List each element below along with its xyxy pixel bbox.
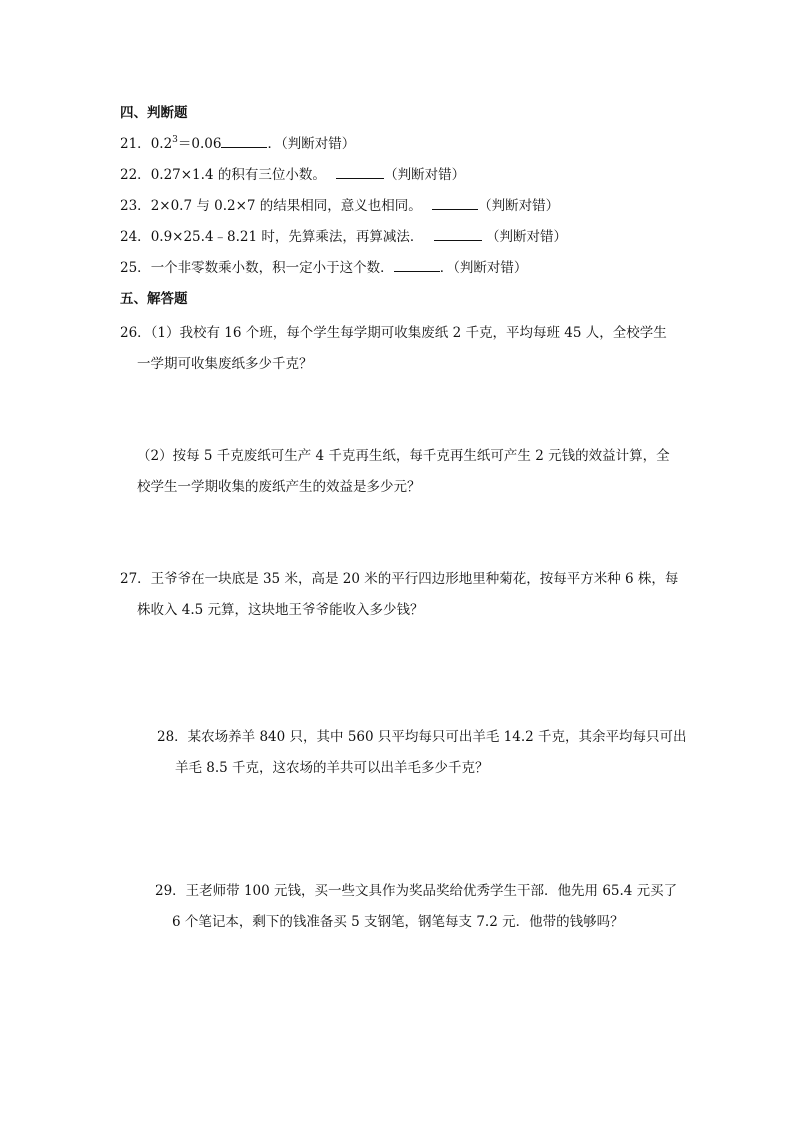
answer-blank-21[interactable] xyxy=(221,133,267,148)
question-21-base: 0.2 xyxy=(150,136,173,152)
question-22-number: 22． xyxy=(120,167,151,183)
question-29-line-1: 29．王老师带 100 元钱，买一些文具作为奖品奖给优秀学生干部．他先用 65.4 元买了 xyxy=(155,883,678,899)
question-26-line-3: （2）按每 5 千克废纸可生产 4 千克再生纸，每千克再生纸可产生 2 元钱的效益计算，全 xyxy=(137,448,670,464)
question-26-line-2: 一学期可收集废纸多少千克？ xyxy=(137,356,313,372)
section-4-heading: 四、判断题 xyxy=(120,105,188,121)
answer-blank-23[interactable] xyxy=(432,195,478,210)
question-25-number: 25． xyxy=(120,260,151,276)
question-23-number: 23． xyxy=(120,198,151,214)
question-27-line-2: 株收入 4.5 元算，这块地王爷爷能收入多少钱？ xyxy=(137,602,424,618)
question-21-statement: ＝0.06 xyxy=(177,136,222,152)
answer-blank-22[interactable] xyxy=(336,164,384,179)
question-24-statement: 0.9×25.4﹣8.21 时，先算乘法，再算减法． xyxy=(150,229,424,245)
answer-blank-25[interactable] xyxy=(394,257,440,272)
question-22-instruction: （判断对错） xyxy=(384,167,466,183)
question-28-line-2: 羊毛 8.5 千克，这农场的羊共可以出羊毛多少千克？ xyxy=(175,760,489,776)
question-24 xyxy=(120,226,567,247)
question-26-line-4: 校学生一学期收集的废纸产生的效益是多少元？ xyxy=(137,479,421,495)
question-25-instruction: ．（判断对错） xyxy=(439,260,528,276)
question-29-line-2: 6 个笔记本，剩下的钱准备买 5 支钢笔，钢笔每支 7.2 元．他带的钱够吗？ xyxy=(172,914,624,930)
question-28-line-1: 28．某农场养羊 840 只，其中 560 只平均每只可出羊毛 14.2 千克，其余平均每只可出 xyxy=(157,729,687,745)
answer-blank-24[interactable] xyxy=(434,226,482,241)
question-24-number: 24． xyxy=(120,229,151,245)
question-23-statement: 2×0.7 与 0.2×7 的结果相同，意义也相同。 xyxy=(150,198,422,214)
question-22 xyxy=(120,164,465,185)
question-23-instruction: （判断对错） xyxy=(478,198,560,214)
question-23 xyxy=(120,195,559,216)
question-21-exponent: 3 xyxy=(172,135,178,145)
question-27-line-1: 27．王爷爷在一块底是 35 米，高是 20 米的平行四边形地里种菊花，按每平方米种 6 株，每 xyxy=(120,571,679,587)
question-21 xyxy=(120,133,355,154)
question-26-line-1: 26．（1）我校有 16 个班，每个学生每学期可收集废纸 2 千克，平均每班 45 人，全校学生 xyxy=(120,325,667,341)
question-22-statement: 0.27×1.4 的积有三位小数。 xyxy=(150,167,326,183)
section-5-heading: 五、解答题 xyxy=(120,291,188,307)
question-25-statement: 一个非零数乘小数，积一定小于这个数． xyxy=(150,260,394,276)
question-24-instruction: （判断对错） xyxy=(485,229,567,245)
question-25 xyxy=(120,257,527,278)
question-21-number: 21． xyxy=(120,136,151,152)
question-21-instruction: ．（判断对错） xyxy=(267,136,356,152)
